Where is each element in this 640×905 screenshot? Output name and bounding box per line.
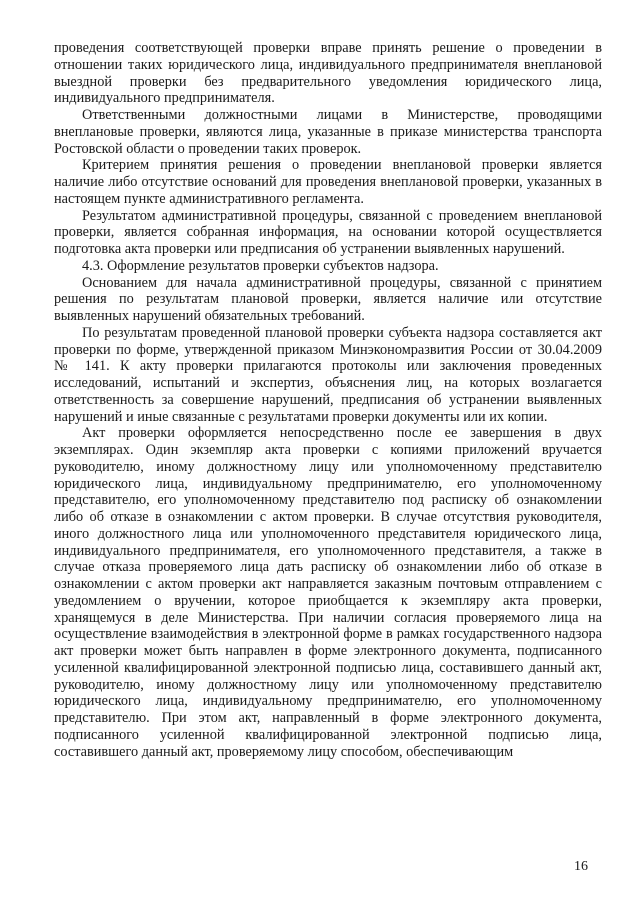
paragraph-act-delivery: Акт проверки оформляется непосредственно после ее завершения в двух экземплярах. Один экземпляр акта проверки с копиями приложений вручается руководителю, иному должностному лицу или уполномоченному представителю юридического лица, индивидуальному предпринимателю, его уполномоченному представителю, его уполномоченному представителю под расписку об ознакомлении либо об отказе в ознакомлении с актом проверки. В случае отсутствия руководителя, иного должностного лица или уполномоченного представителя юридического лица, индивидуального предпринимателя, его уполномоченного представителя, а также в случае отказа проверяемого лица дать расписку об ознакомлении либо об отказе в ознакомлении с актом проверки акт направляется заказным почтовым отправлением с уведомлением о вручении, которое приобщается к экземпляру акта проверки, хранящемуся в деле Министерства. При наличии согласия проверяемого лица на осуществление взаимодействия в электронной форме в рамках государственного надзора акт проверки может быть направлен в форме электронного документа, подписанного усиленной квалифицированной электронной подписью лица, составившего данный акт, руководителю, иному должностному лицу или уполномоченному представителю юридического лица, индивидуальному предпринимателю, его уполномоченному представителю. При этом акт, направленный в форме электронного документа, подписанного усиленной квалифицированной электронной подписью лица, составившего данный акт, проверяемому лицу способом, обеспечивающим (54, 425, 602, 760)
document-body (54, 40, 602, 760)
page-number: 16 (574, 859, 588, 874)
paragraph-responsible-officials: Ответственными должностными лицами в Министерстве, проводящими внеплановые проверки, являются лица, указанные в приказе министерства транспорта Ростовской области о проведении таких проверок. (54, 107, 602, 157)
paragraph-inspection-act: По результатам проведенной плановой проверки субъекта надзора составляется акт проверки по форме, утвержденной приказом Минэкономразвития России от 30.04.2009 № 141. К акту проверки прилагаются протоколы или заключения проведенных исследований, испытаний и экспертиз, объяснения лиц, на которых возлагается ответственность за совершение нарушений, предписания об устранении выявленных нарушений и иные связанные с результатами проверки документы или их копии. (54, 324, 602, 425)
paragraph-continuation: проведения соответствующей проверки вправе принять решение о проведении в отношении таких юридического лица, индивидуального предпринимателя внеплановой выездной проверки без предварительного уведомления юридического лица, индивидуального предпринимателя. (54, 40, 602, 107)
section-heading-4-3: 4.3. Оформление результатов проверки субъектов надзора. (82, 257, 439, 274)
paragraph-procedure-basis: Основанием для начала административной процедуры, связанной с принятием решения по результатам плановой проверки, является наличие или отсутствие выявленных нарушений обязательных требований. (54, 274, 602, 324)
paragraph-decision-criterion: Критерием принятия решения о проведении внеплановой проверки является наличие либо отсутствие оснований для проведения внеплановой проверки, указанных в настоящем пункте административного регламента. (54, 157, 602, 207)
paragraph-procedure-result: Результатом административной процедуры, связанной с проведением внеплановой проверки, является собранная информация, на основании которой осуществляется подготовка акта проверки или предписания об устранении выявленных нарушений. (54, 207, 602, 257)
